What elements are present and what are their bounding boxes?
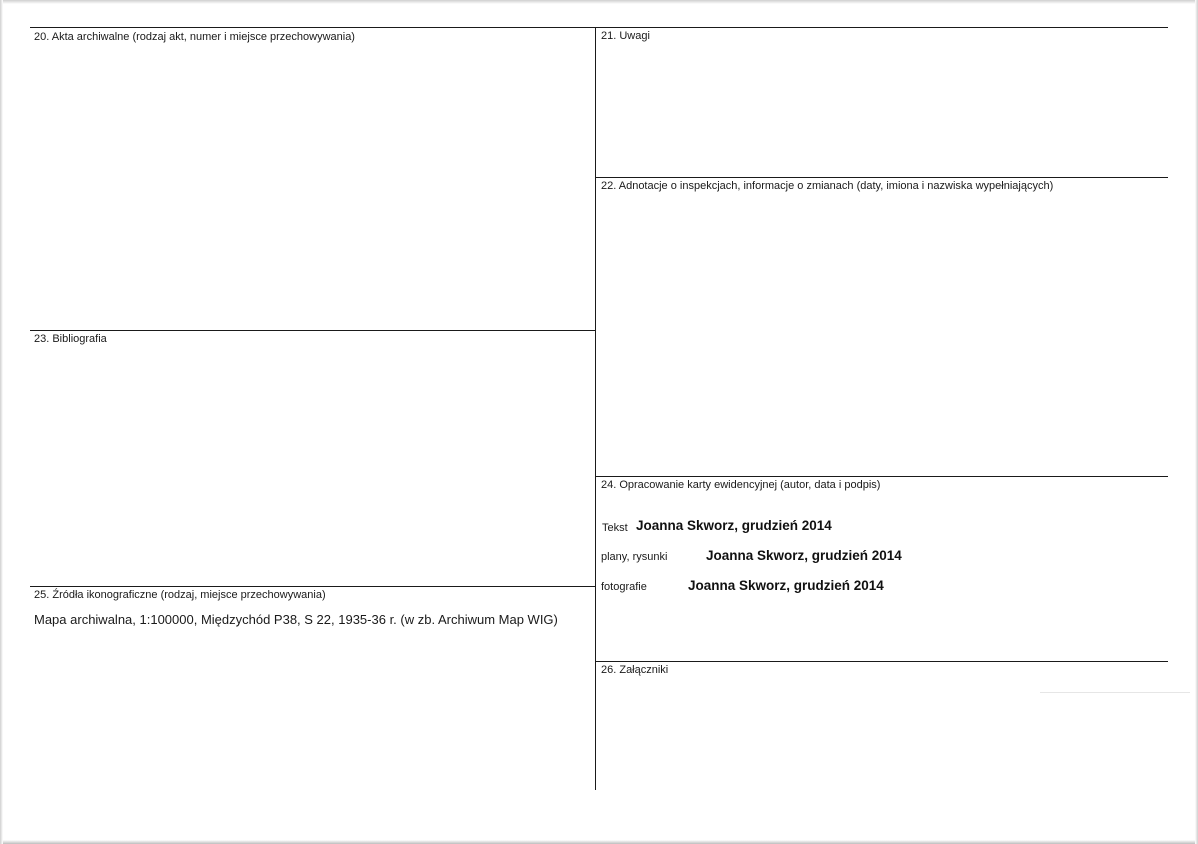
rule-above-field-24 [596, 476, 1168, 477]
field-24-plans-key: plany, rysunki [601, 551, 668, 563]
top-rule [30, 27, 1168, 28]
scan-edge-bottom [0, 840, 1198, 844]
field-24-plans-value: Joanna Skworz, grudzień 2014 [706, 548, 902, 563]
field-26-label: 26. Załączniki [601, 664, 669, 676]
scan-edge-left [0, 0, 3, 844]
field-24-photos-key: fotografie [601, 581, 647, 593]
rule-above-field-23 [30, 330, 595, 331]
center-divider [595, 27, 596, 790]
rule-above-field-25 [30, 586, 595, 587]
field-22-label: 22. Adnotacje o inspekcjach, informacje o zmianach (daty, imiona i nazwiska wypełniających) [601, 180, 1054, 192]
field-25-value: Mapa archiwalna, 1:100000, Międzychód P38, S 22, 1935-36 r. (w zb. Archiwum Map WIG) [34, 612, 558, 627]
rule-above-field-26 [596, 661, 1168, 662]
field-24-text-value: Joanna Skworz, grudzień 2014 [636, 518, 832, 533]
faint-scan-line [1040, 692, 1190, 693]
field-24-label: 24. Opracowanie karty ewidencyjnej (autor, data i podpis) [601, 479, 881, 491]
field-20-label: 20. Akta archiwalne (rodzaj akt, numer i miejsce przechowywania) [34, 31, 355, 43]
field-25-label: 25. Źródła ikonograficzne (rodzaj, miejsce przechowywania) [34, 589, 326, 601]
field-23-label: 23. Bibliografia [34, 333, 107, 345]
field-21-label: 21. Uwagi [601, 30, 650, 42]
field-24-photos-value: Joanna Skworz, grudzień 2014 [688, 578, 884, 593]
field-24-text-key: Tekst [602, 522, 628, 534]
rule-above-field-22 [596, 177, 1168, 178]
scan-edge-top [0, 0, 1198, 4]
